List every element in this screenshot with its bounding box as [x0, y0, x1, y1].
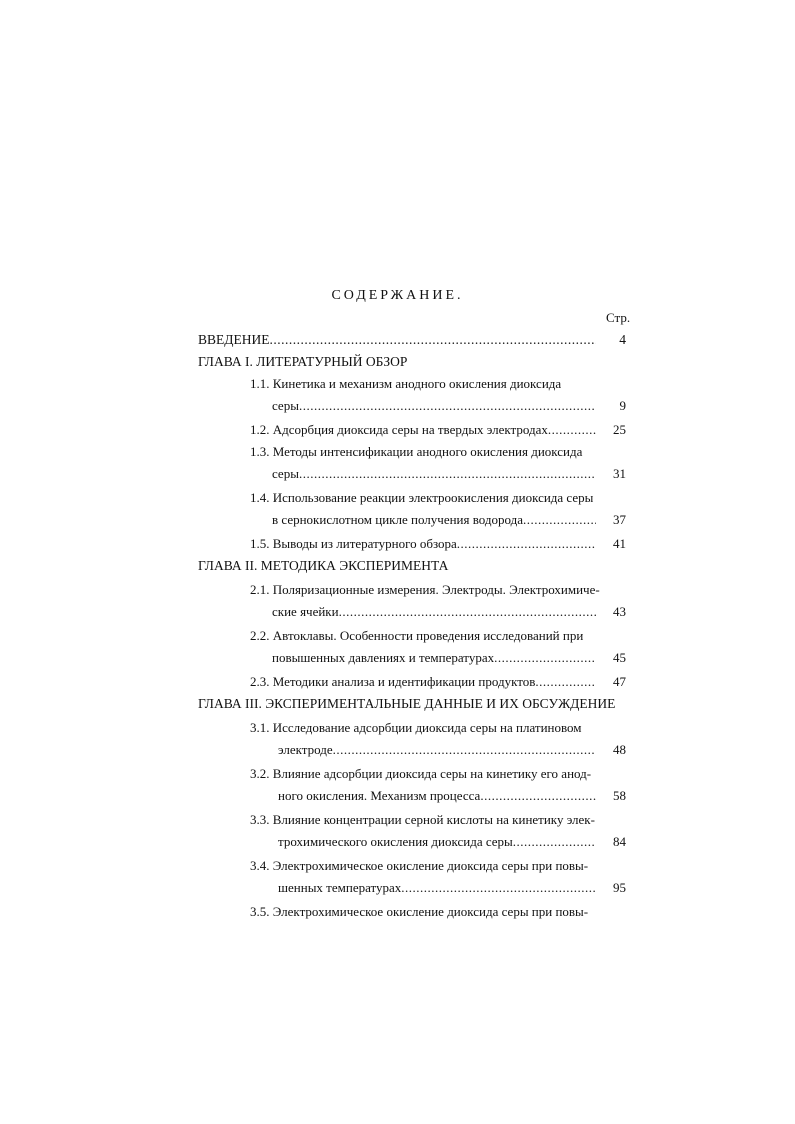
- toc-title: СОДЕРЖАНИЕ.: [331, 288, 464, 303]
- toc-entry-2-2: 2.2. Автоклавы. Особенности проведения исследований при: [250, 628, 584, 643]
- toc-entry-1-4-cont: в сернокислотном цикле получения водорода ..... 37: [272, 512, 626, 534]
- toc-chapter-3: ГЛАВА III. ЭКСПЕРИМЕНТАЛЬНЫЕ ДАННЫЕ И ИХ ОБСУЖДЕНИЕ: [198, 696, 616, 711]
- toc-entry-1-3-cont: серы ..... 31: [272, 466, 626, 488]
- toc-entry-1-2: 1.2. Адсорбция диоксида серы на твердых электродах ..... 25: [250, 422, 626, 444]
- toc-entry-2-1-cont: ские ячейки ..... 43: [272, 604, 626, 626]
- toc-entry-3-2-cont: ного окисления. Механизм процесса ..... 58: [278, 788, 626, 810]
- toc-entry-intro: ВВЕДЕНИЕ ..... 4: [198, 332, 626, 354]
- toc-entry-1-1-cont: серы ..... 9: [272, 398, 626, 420]
- toc-entry-1-5: 1.5. Выводы из литературного обзора ..... 41: [250, 536, 626, 558]
- toc-entry-1-3: 1.3. Методы интенсификации анодного окисления диоксида: [250, 444, 583, 459]
- page-column-header: Стр.: [606, 310, 631, 325]
- toc-entry-3-4-cont: шенных температурах ..... 95: [278, 880, 626, 902]
- toc-entry-3-3-cont: трохимического окисления диоксида серы ..... 84: [278, 834, 626, 856]
- toc-entry-2-2-cont: повышенных давлениях и температурах ..... 45: [272, 650, 626, 672]
- toc-chapter-2: ГЛАВА II. МЕТОДИКА ЭКСПЕРИМЕНТА: [198, 558, 449, 573]
- toc-entry-2-3: 2.3. Методики анализа и идентификации продуктов ..... 47: [250, 674, 626, 696]
- toc-entry-3-1: 3.1. Исследование адсорбции диоксида серы на платиновом: [250, 720, 582, 735]
- toc-chapter-1: ГЛАВА I. ЛИТЕРАТУРНЫЙ ОБЗОР: [198, 354, 408, 369]
- toc-entry-3-2: 3.2. Влияние адсорбции диоксида серы на кинетику его анод-: [250, 766, 592, 781]
- toc-entry-1-1: 1.1. Кинетика и механизм анодного окисления диоксида: [250, 376, 562, 391]
- toc-entry-3-4: 3.4. Электрохимическое окисление диоксида серы при повы-: [250, 858, 589, 873]
- toc-entry-3-5: 3.5. Электрохимическое окисление диоксида серы при повы-: [250, 904, 589, 919]
- toc-entry-2-1: 2.1. Поляризационные измерения. Электроды. Электрохимиче-: [250, 582, 600, 597]
- toc-entry-3-1-cont: электроде ..... 48: [278, 742, 626, 764]
- toc-entry-1-4: 1.4. Использование реакции электроокисления диоксида серы: [250, 490, 594, 505]
- toc-entry-3-3: 3.3. Влияние концентрации серной кислоты на кинетику элек-: [250, 812, 595, 827]
